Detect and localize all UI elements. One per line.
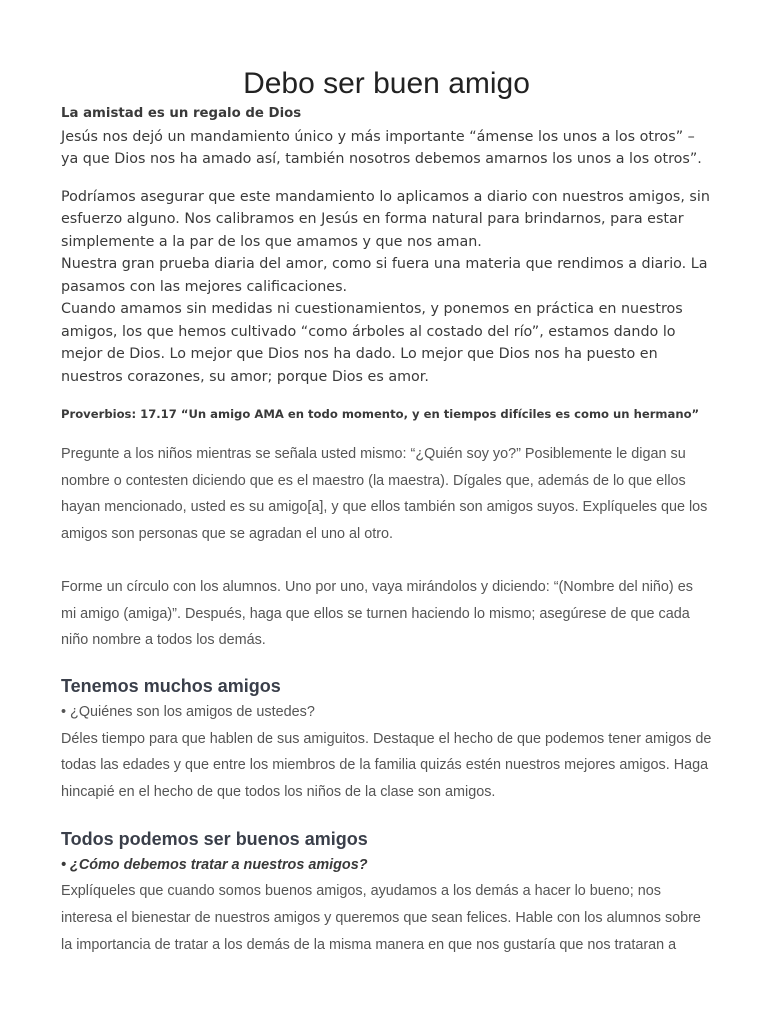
- intro-paragraph: Podríamos asegurar que este mandamiento lo aplicamos a diario con nuestros amigos, sin esfuerzo alguno. Nos calibramos en Jesús en forma natural para brindarnos, para estar simplemente a la par de los que amamos y que nos aman.: [61, 188, 710, 250]
- lesson-paragraph: Forme un círculo con los alumnos. Uno por uno, vaya mirándolos y diciendo: “(Nombre del niño) es mi amigo (amiga)”. Después, haga que ellos se turnen haciendo lo mismo; asegúrese de que cada niño nombre a todos los demás.: [61, 578, 693, 649]
- section-heading: Tenemos muchos amigos: [61, 675, 281, 696]
- paragraph-gap: [61, 171, 712, 186]
- section-heading: Todos podemos ser buenos amigos: [61, 828, 368, 849]
- section-question: • ¿Cómo debemos tratar a nuestros amigos?: [61, 856, 368, 873]
- lesson-paragraph: Pregunte a los niños mientras se señala usted mismo: “¿Quién soy yo?” Posiblemente le digan su nombre o contesten diciendo que es el maestro (la maestra). Dígales que, además de lo que ellos hayan mencionado, usted es su amigo[a], y que ellos también son amigos suyos. Explíqueles que los amigos son personas que se agradan el uno al otro.: [61, 446, 708, 543]
- intro-paragraph: Nuestra gran prueba diaria del amor, como si fuera una materia que rendimos a diario. La pasamos con las mejores calificaciones.: [61, 256, 708, 295]
- intro-section: [61, 103, 712, 388]
- intro-paragraph: Cuando amamos sin medidas ni cuestionamientos, y ponemos en práctica en nuestros amigos, los que hemos cultivado “como árboles al costado del río”, estamos dando lo mejor de Dios. Lo mejor que Dios nos ha dado. Lo mejor que Dios nos ha puesto en nuestros corazones, su amor; porque Dios es amor.: [61, 301, 683, 385]
- intro-paragraph: Jesús nos dejó un mandamiento único y más importante “ámense los unos a los otros” – ya que Dios nos ha amado así, también nosotros debemos amarnos los unos a los otros”.: [61, 128, 702, 167]
- bible-verse: Proverbios: 17.17 “Un amigo AMA en todo momento, y en tiempos difíciles es como un hermano”: [61, 407, 700, 421]
- section-text: Déles tiempo para que hablen de sus amiguitos. Destaque el hecho de que podemos tener amigos de todas las edades y que entre los miembros de la familia quizás estén nuestros mejores amigos. Haga hincapié en el hecho de que todos los niños de la clase son amigos.: [61, 730, 712, 801]
- lesson-section: [61, 441, 712, 959]
- section-text: Explíqueles que cuando somos buenos amigos, ayudamos a los demás a hacer lo bueno; nos interesa el bienestar de nuestros amigos y queremos que sean felices. Hable con los alumnos sobre la importancia de tratar a los demás de la misma manera en que nos gustaría que nos trataran a: [61, 883, 701, 953]
- section-question: • ¿Quiénes son los amigos de ustedes?: [61, 703, 315, 720]
- intro-subtitle: La amistad es un regalo de Dios: [61, 106, 302, 121]
- document-title: Debo ser buen amigo: [243, 67, 530, 100]
